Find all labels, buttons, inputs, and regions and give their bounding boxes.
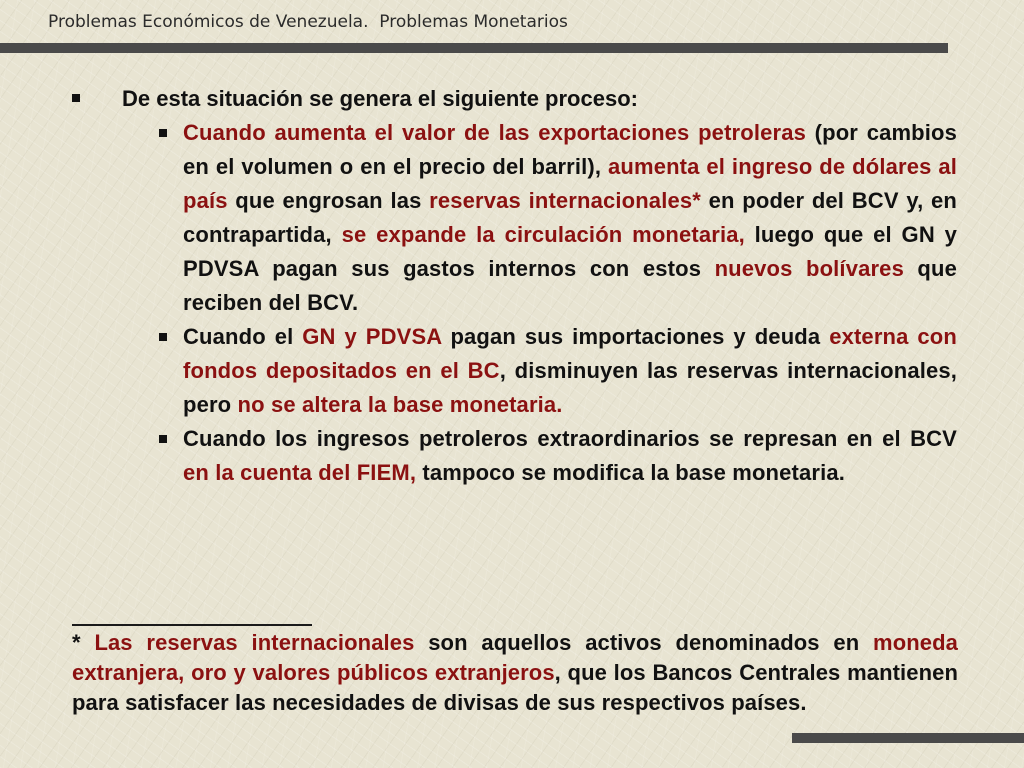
square-bullet-icon — [159, 333, 167, 341]
square-bullet-icon — [159, 129, 167, 137]
sub-bullet-1-text — [183, 120, 957, 315]
footer-divider — [792, 733, 1024, 743]
intro-bullet — [72, 84, 962, 114]
text-run: Cuando los ingresos petroleros extraordinarios se represan en el BCV — [183, 426, 957, 451]
text-run: en poder del BCV y, en contrapartida, — [183, 188, 957, 247]
sub-bullet-list — [157, 116, 957, 490]
sub-bullet-2-text — [183, 324, 957, 417]
text-run: pagan sus importaciones y deuda — [441, 324, 830, 349]
text-run: , que los Bancos Centrales mantienen para satisfacer las necesidades de divisas de sus respectivos países. — [72, 660, 958, 715]
square-bullet-icon — [159, 435, 167, 443]
text-run: * — [72, 630, 95, 655]
text-run: que reciben del BCV. — [183, 256, 957, 315]
text-run: , disminuyen las reservas internacionales, pero — [183, 358, 958, 417]
text-run: son aquellos activos denominados en — [414, 630, 874, 655]
sub-bullet-3 — [157, 422, 957, 490]
text-run: GN y PDVSA — [302, 324, 442, 349]
text-run: (por cambios en el volumen o en el precio del barril), — [183, 120, 957, 179]
text-run: en la cuenta del FIEM, — [183, 460, 417, 485]
square-bullet-icon — [72, 94, 80, 102]
text-run: tampoco se modifica la base monetaria. — [416, 460, 846, 485]
slide-title: Problemas Económicos de Venezuela. Problemas Monetarios — [48, 12, 568, 32]
text-run: que engrosan las — [227, 188, 430, 213]
text-run: Cuando aumenta el valor de las exportaciones petroleras — [183, 120, 806, 145]
text-run: reservas internacionales* — [429, 188, 701, 213]
footnote — [72, 628, 958, 718]
text-run: luego que el GN y PDVSA pagan sus gastos internos con estos — [183, 222, 957, 281]
sub-bullet-1 — [157, 116, 957, 320]
text-run: aumenta el ingreso de dólares al país — [183, 154, 957, 213]
text-run: Las reservas internacionales — [94, 630, 415, 655]
text-run: no se altera la base monetaria. — [237, 392, 563, 417]
text-run: nuevos bolívares — [714, 256, 904, 281]
text-run: Cuando el — [183, 324, 303, 349]
footnote-rule — [72, 624, 312, 626]
sub-bullet-3-text — [183, 426, 957, 485]
footnote-text — [72, 630, 958, 715]
text-run: se expande la circulación monetaria, — [341, 222, 745, 247]
header-divider — [0, 43, 948, 53]
text-run: externa con fondos depositados en el BC — [183, 324, 957, 383]
intro-text: De esta situación se genera el siguiente proceso: — [122, 86, 638, 111]
sub-bullet-2 — [157, 320, 957, 422]
text-run: moneda extranjera, oro y valores públicos extranjeros — [72, 630, 958, 685]
